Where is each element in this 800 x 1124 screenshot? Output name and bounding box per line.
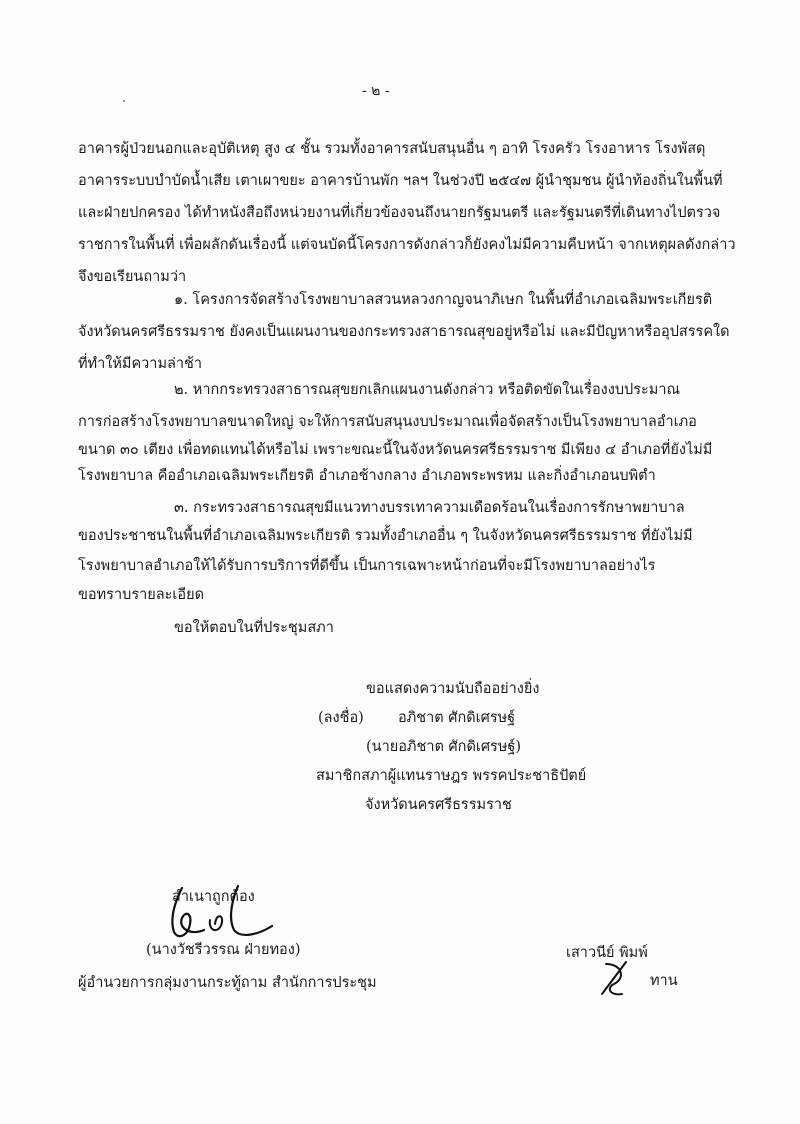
request-line: ขอให้ตอบในที่ประชุมสภา <box>174 620 334 636</box>
question-3-line-3: โรงพยาบาลอำเภอให้ได้รับการบริการที่ดีขึ้น เป็นการเฉพาะหน้าก่อนที่จะมีโรงพยาบาลอย่างไร <box>78 558 656 574</box>
closing-regards: ขอแสดงความนับถืออย่างยิ่ง <box>366 681 540 697</box>
question-1-line-1: ๑. โครงการจัดสร้างโรงพยาบาลสวนหลวงกาญจนาภิเษก ในพื้นที่อำเภอเฉลิมพระเกียรติ <box>174 292 713 308</box>
signed-name: อภิชาต ศักดิเศรษฐ์ <box>398 710 516 726</box>
question-1-line-3: ที่ทำให้มีความล่าช้า <box>78 356 203 372</box>
intro-line-1: อาคารผู้ป่วยนอกและอุบัติเหตุ สูง ๔ ชั้น รวมทั้งอาคารสนับสนุนอื่น ๆ อาทิ โรงครัว โรงอาหาร โรงพัสดุ <box>78 141 706 157</box>
certifier-signature <box>160 880 280 950</box>
question-2-line-3: ขนาด ๓๐ เตียง เพื่อทดแทนได้หรือไม่ เพราะขณะนี้ในจังหวัดนครศรีธรรมราช มีเพียง ๔ อำเภอที่ยังไม่มี <box>78 442 713 458</box>
intro-line-2: อาคารระบบบำบัดน้ำเสีย เตาเผาขยะ อาคารบ้านพัก ฯลฯ ในช่วงปี ๒๕๔๗ ผู้นำชุมชน ผู้นำท้องถิ่นในพื้นที่ <box>78 173 723 189</box>
intro-line-3: และฝ่ายปกครอง ได้ทำหนังสือถึงหน่วยงานที่เกี่ยวข้องจนถึงนายกรัฐมนตรี และรัฐมนตรีที่เดินทางไปตรวจ <box>78 205 721 221</box>
checked-label: ทาน <box>650 973 678 989</box>
intro-line-4: ราชการในพื้นที่ เพื่อผลักดันเรื่องนี้ แต่จนบัดนี้โครงการดังกล่าวก็ยังคงไม่มีความคืบหน้า จากเหตุผลดังกล่าว <box>78 237 736 253</box>
question-2-line-1: ๒. หากกระทรวงสาธารณสุขยกเลิกแผนงานดังกล่าว หรือติดขัดในเรื่องงบประมาณ <box>174 382 680 398</box>
signed-prefix: (ลงชื่อ) <box>318 710 364 726</box>
signatory-province: จังหวัดนครศรีธรรมราช <box>365 797 512 813</box>
page-number: - ๒ - <box>362 83 390 99</box>
certifier-position: ผู้อำนวยการกลุ่มงานกระทู้ถาม สำนักการประชุม <box>78 975 377 991</box>
certifier-name: (นางวัชรีวรรณ ฝ่ายทอง) <box>146 942 301 958</box>
question-3-line-4: ขอทราบรายละเอียด <box>78 587 204 603</box>
question-1-line-2: จังหวัดนครศรีธรรมราช ยังคงเป็นแผนงานของกระทรวงสาธารณสุขอยู่หรือไม่ และมีปัญหาหรืออุปสรรคใด <box>78 324 730 340</box>
question-3-line-1: ๓. กระทรวงสาธารณสุขมีแนวทางบรรเทาความเดือดร้อนในเรื่องการรักษาพยาบาล <box>174 500 685 516</box>
certified-copy-label: สำเนาถูกต้อง <box>172 889 255 905</box>
question-3-line-2: ของประชาชนในพื้นที่อำเภอเฉลิมพระเกียรติ รวมทั้งอำเภออื่น ๆ ในจังหวัดนครศรีธรรมราช ที่ยังไม่มี <box>78 528 693 544</box>
signatory-position: สมาชิกสภาผู้แทนราษฎร พรรคประชาธิปัตย์ <box>316 768 587 784</box>
typist-line: เสาวนีย์ พิมพ์ <box>566 945 648 961</box>
scan-speck <box>123 100 125 102</box>
checker-initials <box>592 954 642 1004</box>
question-2-line-4: โรงพยาบาล คืออำเภอเฉลิมพระเกียรติ อำเภอช้างกลาง อำเภอพระพรหม และกิ่งอำเภอนบพิตำ <box>78 468 656 484</box>
signatory-full-name: (นายอภิชาต ศักดิเศรษฐ์) <box>366 739 522 755</box>
intro-line-5: จึงขอเรียนถามว่า <box>78 269 187 285</box>
question-2-line-2: การก่อสร้างโรงพยาบาลขนาดใหญ่ จะให้การสนับสนุนงบประมาณเพื่อจัดสร้างเป็นโรงพยาบาลอำเภอ <box>78 414 697 430</box>
